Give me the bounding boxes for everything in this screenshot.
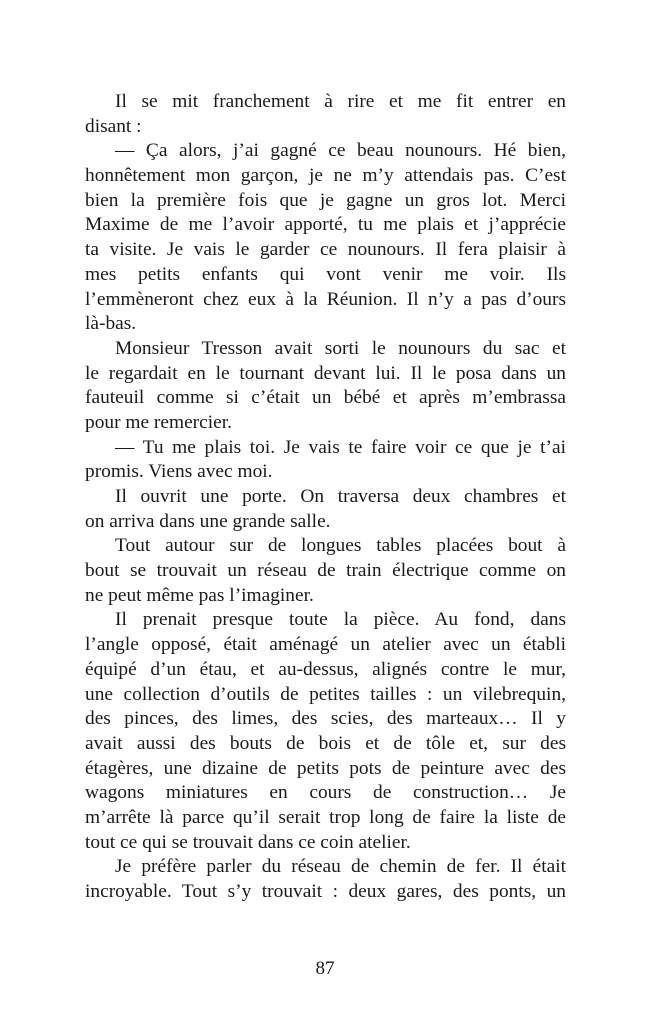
text-line: m’arrête là parce qu’il serait trop long de faire la liste de (85, 806, 566, 828)
text-line: wagons miniatures en cours de construction… Je (85, 782, 566, 804)
text-line: ne peut même pas l’imaginer. (85, 584, 314, 606)
text-line: Il se mit franchement à rire et me fit entrer en (115, 91, 566, 112)
text-line: fauteuil comme si c’était un bébé et après m’embrassa (85, 387, 566, 409)
text-line: le regardait en le tournant devant lui. Il le posa dans un (85, 362, 566, 384)
paragraph (85, 534, 566, 608)
text-line: Maxime de me l’avoir apporté, tu me plais et j’apprécie (85, 214, 566, 236)
text-line: — Tu me plais toi. Je vais te faire voir ce que je t’ai (115, 436, 566, 458)
text-line: Monsieur Tresson avait sorti le nounours du sac et (115, 337, 566, 359)
text-line: Tout autour sur de longues tables placées bout à (115, 535, 566, 557)
page-number: 87 (315, 958, 335, 979)
text-line: promis. Viens avec moi. (85, 461, 273, 483)
text-line: honnêtement mon garçon, je ne m’y attendais pas. C’est (85, 165, 566, 187)
text-line: l’angle opposé, était aménagé un atelier avec un établi (85, 634, 566, 656)
paragraph (85, 485, 566, 534)
text-line: Il prenait presque toute la pièce. Au fond, dans (115, 609, 566, 631)
text-line: disant : (85, 115, 142, 137)
paragraph (85, 855, 566, 904)
body-text (85, 90, 566, 905)
text-line: incroyable. Tout s’y trouvait : deux gares, des ponts, un (85, 881, 566, 902)
paragraph (85, 608, 566, 855)
text-line: bien la première fois que je gagne un gros lot. Merci (85, 189, 566, 211)
text-line: Il ouvrit une porte. On traversa deux chambres et (115, 486, 566, 507)
text-line: mes petits enfants qui vont venir me voir. Ils (85, 263, 566, 285)
text-line: Je préfère parler du réseau de chemin de fer. Il était (115, 856, 566, 878)
paragraph (85, 90, 566, 139)
text-line: équipé d’un étau, et au-dessus, alignés contre le mur, (85, 658, 566, 680)
text-line: bout se trouvait un réseau de train électrique comme on (85, 560, 566, 582)
text-line: pour me remercier. (85, 411, 232, 433)
text-line: ta visite. Je vais le garder ce nounours. Il fera plaisir à (85, 239, 566, 261)
paragraph (85, 436, 566, 485)
text-line: avait aussi des bouts de bois et de tôle et, sur des (85, 732, 566, 754)
paragraph (85, 139, 566, 337)
text-line: — Ça alors, j’ai gagné ce beau nounours. Hé bien, (115, 140, 566, 162)
text-line: des pinces, des limes, des scies, des marteaux… Il y (85, 708, 566, 730)
text-line: tout ce qui se trouvait dans ce coin atelier. (85, 831, 411, 853)
text-line: étagères, une dizaine de petits pots de peinture avec des (85, 757, 566, 779)
text-line: on arriva dans une grande salle. (85, 510, 331, 532)
text-line: une collection d’outils de petites tailles : un vilebrequin, (85, 683, 566, 705)
text-line: là-bas. (85, 313, 137, 335)
paragraph (85, 337, 566, 436)
text-line: l’emmèneront chez eux à la Réunion. Il n’y a pas d’ours (85, 288, 566, 310)
